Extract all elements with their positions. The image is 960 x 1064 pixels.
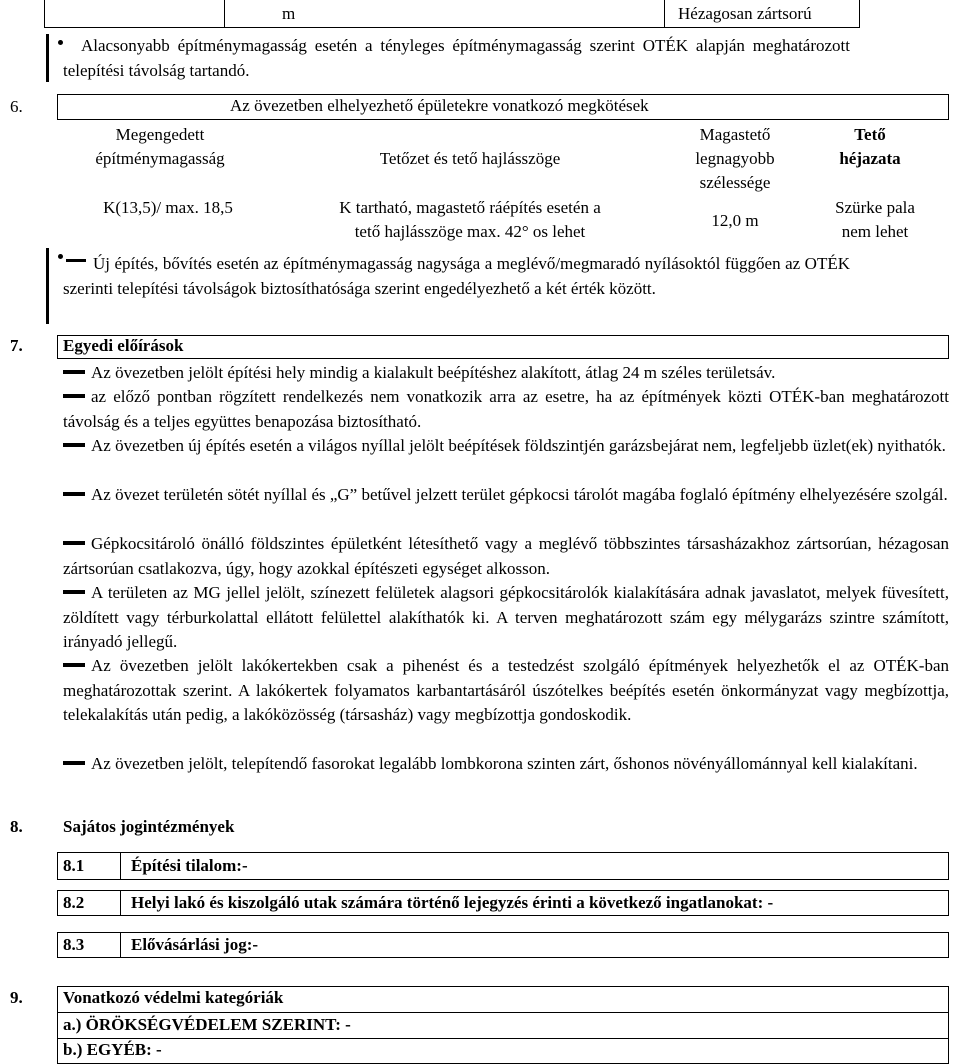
section-8-number: 8.	[10, 817, 23, 836]
section-7-item	[63, 434, 949, 459]
item-8-2-text: Helyi lakó és kiszolgáló utak számára történő lejegyzés érinti a következő ingatlanokat: -	[131, 893, 774, 912]
item-text: A területen az MG jellel jelölt, színezett felületek alagsori gépkocsitárolók kialakítására adnak javaslatot, melyek füvesített, zöldített vagy térburkolattal ellátott felülettel alakíthatók ki. A terven meghatározott szám egy mélygarázs szintre számított, irányadó jellegű.	[63, 583, 949, 651]
section-7-title: Egyedi előírások	[63, 336, 184, 355]
item-8-2-num: 8.2	[63, 893, 85, 912]
item-text: az előző pontban rögzített rendelkezés nem vonatkozik arra az esetre, ha az építmények közti OTÉK-ban meghatározott távolság és a teljes együttes benapozása biztosítható.	[63, 387, 949, 431]
item-8-3-divider	[120, 932, 121, 958]
section-7-item	[63, 483, 949, 508]
section-6-note: Új építés, bővítés esetén az építménymagasság nagysága a meglévő/megmaradó nyílásoktól függően az OTÉK szerinti telepítési távolságok biztosíthatósága szerint engedélyezhető a két érték között.	[63, 254, 850, 298]
section-9-divider	[57, 1012, 949, 1013]
row-col2-l2: tető hajlásszöge max. 42° os lehet	[354, 222, 586, 241]
section-7-number: 7.	[10, 336, 23, 355]
header-col3-l1: Magastető	[699, 125, 771, 144]
item-text: Gépkocsitároló önálló földszintes épületként létesíthető vagy a meglévő többszintes társasházakhoz zártsorúan, hézagosan zártsorúan csatlakozva, úgy, hogy azokkal építészeti egységet alkosson.	[63, 534, 949, 578]
item-8-1-text: Építési tilalom:-	[131, 856, 248, 875]
top-row-right: Hézagosan zártsorú	[678, 4, 812, 23]
item-8-3-text: Elővásárlási jog:-	[131, 935, 259, 954]
item-text: Az övezetben jelölt lakókertekben csak a pihenést és a testedzést szolgáló építmények helyezhetők el az OTÉK-ban meghatározottak szerint. A lakókertek folyamatos karbantartásáról úszótelkes beépítés esetén önkormányzat vagy megbízottja, telekalakítás után pedig, a lakóközösség (társasház) vagy megbízottja gondoskodik.	[63, 656, 949, 724]
item-8-2-divider	[120, 890, 121, 916]
section-7-item	[63, 532, 949, 581]
dash-icon	[63, 541, 85, 545]
row-col4-l2: nem lehet	[841, 222, 909, 241]
section-7-item	[63, 752, 949, 777]
section-7-item	[63, 385, 949, 434]
dash-icon	[63, 443, 85, 447]
dash-icon	[63, 663, 85, 667]
row-col1: K(13,5)/ max. 18,5	[103, 198, 233, 217]
section-7-item	[63, 654, 949, 728]
row-col4-l1: Szürke pala	[835, 198, 915, 217]
dash-icon	[63, 394, 85, 398]
header-col1-l2: építménymagasság	[95, 149, 225, 168]
top-row-divider	[224, 0, 225, 28]
section-9-divider-2	[57, 1038, 949, 1039]
item-8-3-num: 8.3	[63, 935, 85, 954]
section-9-number: 9.	[10, 988, 23, 1007]
section-8-title: Sajátos jogintézmények	[63, 817, 235, 836]
section-6-title: Az övezetben elhelyezhető épületekre vonatkozó megkötések	[230, 96, 649, 115]
item-text: Az övezetben jelölt, telepítendő fasorokat legalább lombkorona szinten zárt, őshonos növényállománnyal kell kialakítani.	[91, 754, 918, 773]
row-col2-l1: K tartható, magastető ráépítés esetén a	[339, 198, 601, 217]
section-9-line-b: b.) EGYÉB: -	[63, 1040, 162, 1059]
dash-icon	[63, 590, 85, 594]
section-7-item	[63, 581, 949, 655]
item-8-1-divider	[120, 852, 121, 880]
note-1: Alacsonyabb építménymagasság esetén a tényleges építménymagasság szerint OTÉK alapján meghatározott telepítési távolság tartandó.	[63, 36, 850, 80]
item-text: Az övezetben jelölt építési hely mindig a kialakult beépítéshez alakított, átlag 24 m széles területsáv.	[91, 363, 776, 382]
item-text: Az övezet területén sötét nyíllal és „G” betűvel jelzett terület gépkocsi tárolót magába foglaló építmény elhelyezésére szolgál.	[91, 485, 948, 504]
section-7-title-box	[57, 335, 949, 359]
row-col3: 12,0 m	[711, 211, 759, 230]
header-col4-l2: héjazata	[839, 149, 901, 168]
note-bar	[46, 34, 49, 82]
top-row-divider-2	[664, 0, 665, 28]
section-6-number: 6.	[10, 97, 23, 116]
header-col1-l1: Megengedett	[115, 125, 205, 144]
section-7-item	[63, 361, 949, 386]
section-9-title: Vonatkozó védelmi kategóriák	[63, 988, 284, 1007]
note-bar-2	[46, 248, 49, 324]
dash-icon	[63, 370, 85, 374]
item-8-1-num: 8.1	[63, 856, 85, 875]
header-col2: Tetőzet és tető hajlásszöge	[379, 149, 561, 168]
section-9-line-a: a.) ÖRÖKSÉGVÉDELEM SZERINT: -	[63, 1015, 351, 1034]
header-col3-l3: szélessége	[699, 173, 771, 192]
header-col4-l1: Tető	[854, 125, 886, 144]
top-row-left: m	[282, 4, 296, 23]
dash-icon	[63, 761, 85, 765]
item-text: Az övezetben új építés esetén a világos nyíllal jelölt beépítések földszintjén garázsbejárat nem, legfeljebb üzlet(ek) nyithatók.	[91, 436, 946, 455]
header-col3-l2: legnagyobb	[695, 149, 775, 168]
dash-icon	[63, 492, 85, 496]
